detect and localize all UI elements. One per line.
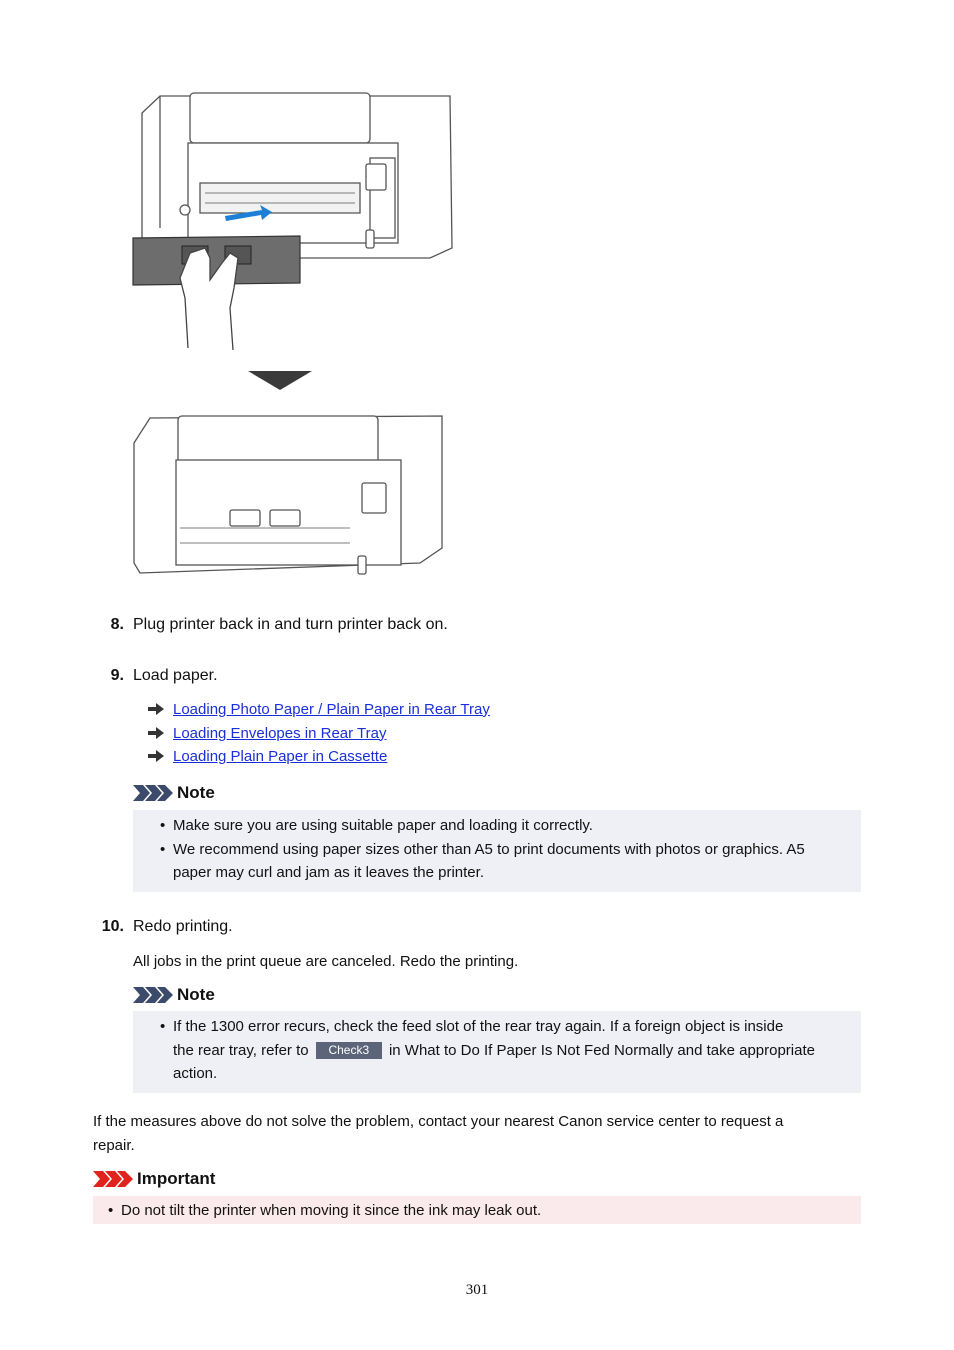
note-title: Note [177, 783, 215, 802]
printer-illustration [130, 88, 455, 583]
note-title: Note [177, 985, 215, 1004]
check3-button[interactable]: Check3 [316, 1042, 382, 1059]
note-chevron-icon [133, 785, 173, 801]
important-title: Important [137, 1169, 216, 1188]
note-item-continuation: paper may curl and jam as it leaves the printer. [173, 864, 484, 881]
step-text: Plug printer back in and turn printer back on. [133, 616, 448, 633]
note-chevron-icon [133, 987, 173, 1003]
step-text: Redo printing. [133, 918, 233, 935]
important-item: • Do not tilt the printer when moving it since the ink may leak out. [108, 1202, 542, 1219]
note-heading [133, 783, 215, 803]
important-chevron-icon [93, 1171, 133, 1187]
link-row [148, 746, 387, 766]
note-item-continuation: action. [173, 1065, 218, 1082]
link-photo-paper-rear-tray[interactable]: Loading Photo Paper / Plain Paper in Rear Tray [173, 700, 490, 718]
link-row [148, 723, 386, 743]
step-number: 9. [110, 667, 124, 684]
step-number: 8. [110, 616, 124, 633]
right-arrow-icon [148, 750, 164, 762]
note-heading [133, 985, 215, 1005]
link-row [148, 699, 490, 719]
link-plain-paper-cassette[interactable]: Loading Plain Paper in Cassette [173, 747, 388, 765]
right-arrow-icon [148, 727, 164, 739]
closing-line: repair. [93, 1137, 135, 1154]
step-body: All jobs in the print queue are canceled. Redo the printing. [133, 953, 519, 970]
note-item: • We recommend using paper sizes other than A5 to print documents with photos or graphics. A5 [160, 841, 805, 858]
page-number: 301 [465, 1282, 489, 1298]
note-item: • Make sure you are using suitable paper and loading it correctly. [160, 817, 593, 834]
note-item: • If the 1300 error recurs, check the feed slot of the rear tray again. If a foreign object is inside [160, 1018, 784, 1035]
step-number: 10. [101, 918, 124, 935]
step-text: Load paper. [133, 667, 218, 684]
right-arrow-icon [148, 703, 164, 715]
link-envelopes-rear-tray[interactable]: Loading Envelopes in Rear Tray [173, 724, 387, 742]
closing-line: If the measures above do not solve the problem, contact your nearest Canon service center to request a [93, 1113, 784, 1130]
important-heading [93, 1169, 215, 1189]
note-item-continuation: the rear tray, refer to Check3 in What to Do If Paper Is Not Fed Normally and take appropriate [173, 1042, 815, 1059]
